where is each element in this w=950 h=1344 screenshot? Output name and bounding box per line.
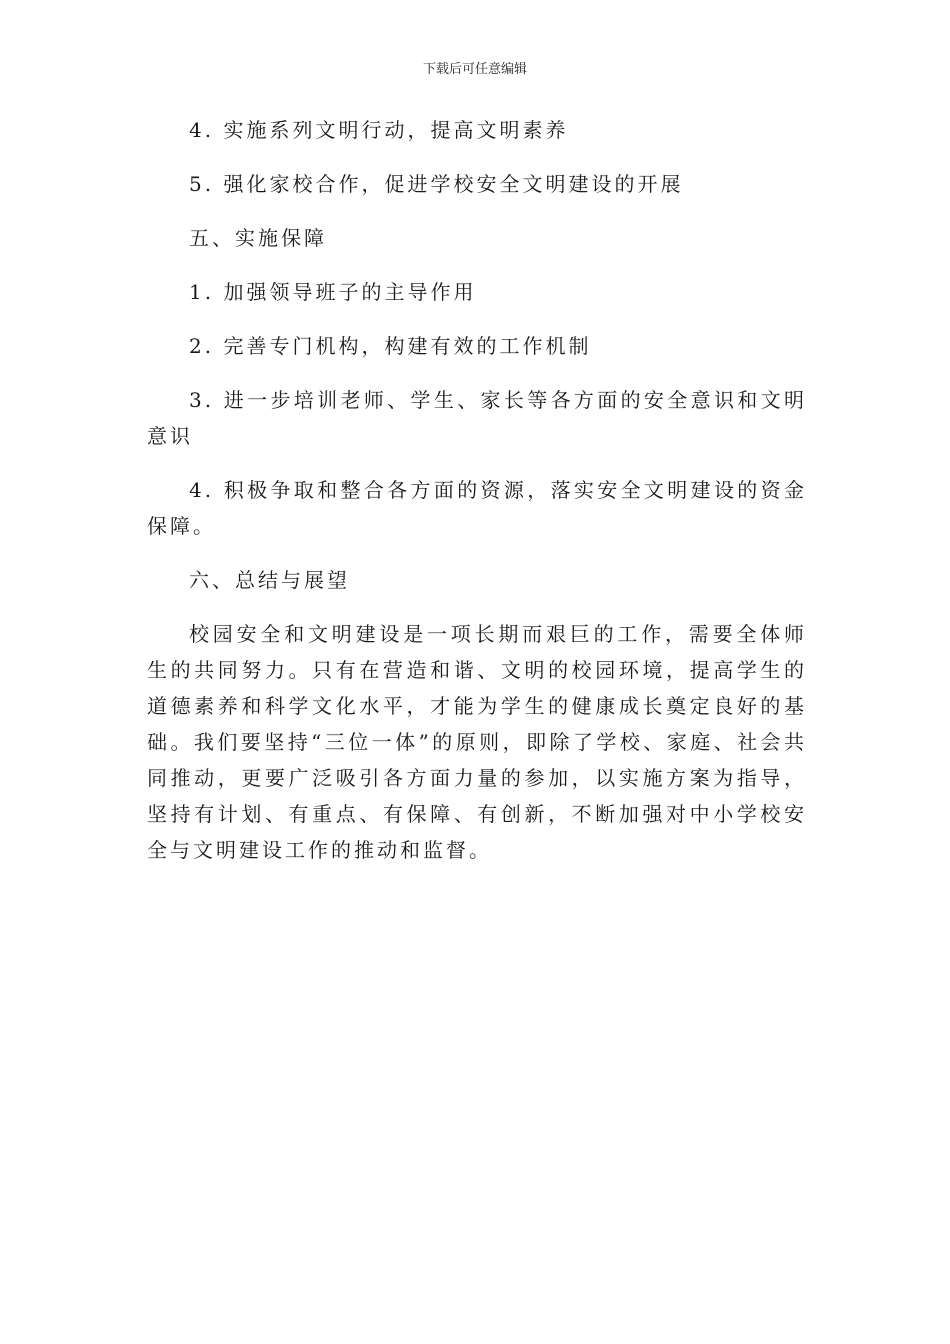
list-item-resources-funding: 4. 积极争取和整合各方面的资源，落实安全文明建设的资金保障。 bbox=[147, 478, 807, 538]
list-item-leadership-role: 1. 加强领导班子的主导作用 bbox=[189, 280, 477, 304]
section-heading-summary: 六、总结与展望 bbox=[189, 568, 350, 592]
list-item-special-agency: 2. 完善专门机构，构建有效的工作机制 bbox=[189, 334, 592, 358]
list-item-home-school-cooperation: 5. 强化家校合作，促进学校安全文明建设的开展 bbox=[189, 172, 684, 196]
summary-paragraph: 校园安全和文明建设是一项长期而艰巨的工作，需要全体师生的共同努力。只有在营造和谐、文明的校园环境，提高学生的道德素养和科学文化水平，才能为学生的健康成长奠定良好的基础。我们要坚持“三位一体”的原则，即除了学校、家庭、社会共同推动，更要广泛吸引各方面力量的参加，以实施方案为指导，坚持有计划、有重点、有保障、有创新，不断加强对中小学校安全与文明建设工作的推动和监督。 bbox=[147, 622, 807, 862]
header-note: 下载后可任意编辑 bbox=[422, 62, 527, 77]
document-body bbox=[147, 112, 807, 868]
list-item-implement-civilization: 4. 实施系列文明行动，提高文明素养 bbox=[189, 118, 569, 142]
section-heading-safeguards: 五、实施保障 bbox=[189, 226, 327, 250]
list-item-training-awareness: 3. 进一步培训老师、学生、家长等各方面的安全意识和文明意识 bbox=[147, 388, 807, 448]
